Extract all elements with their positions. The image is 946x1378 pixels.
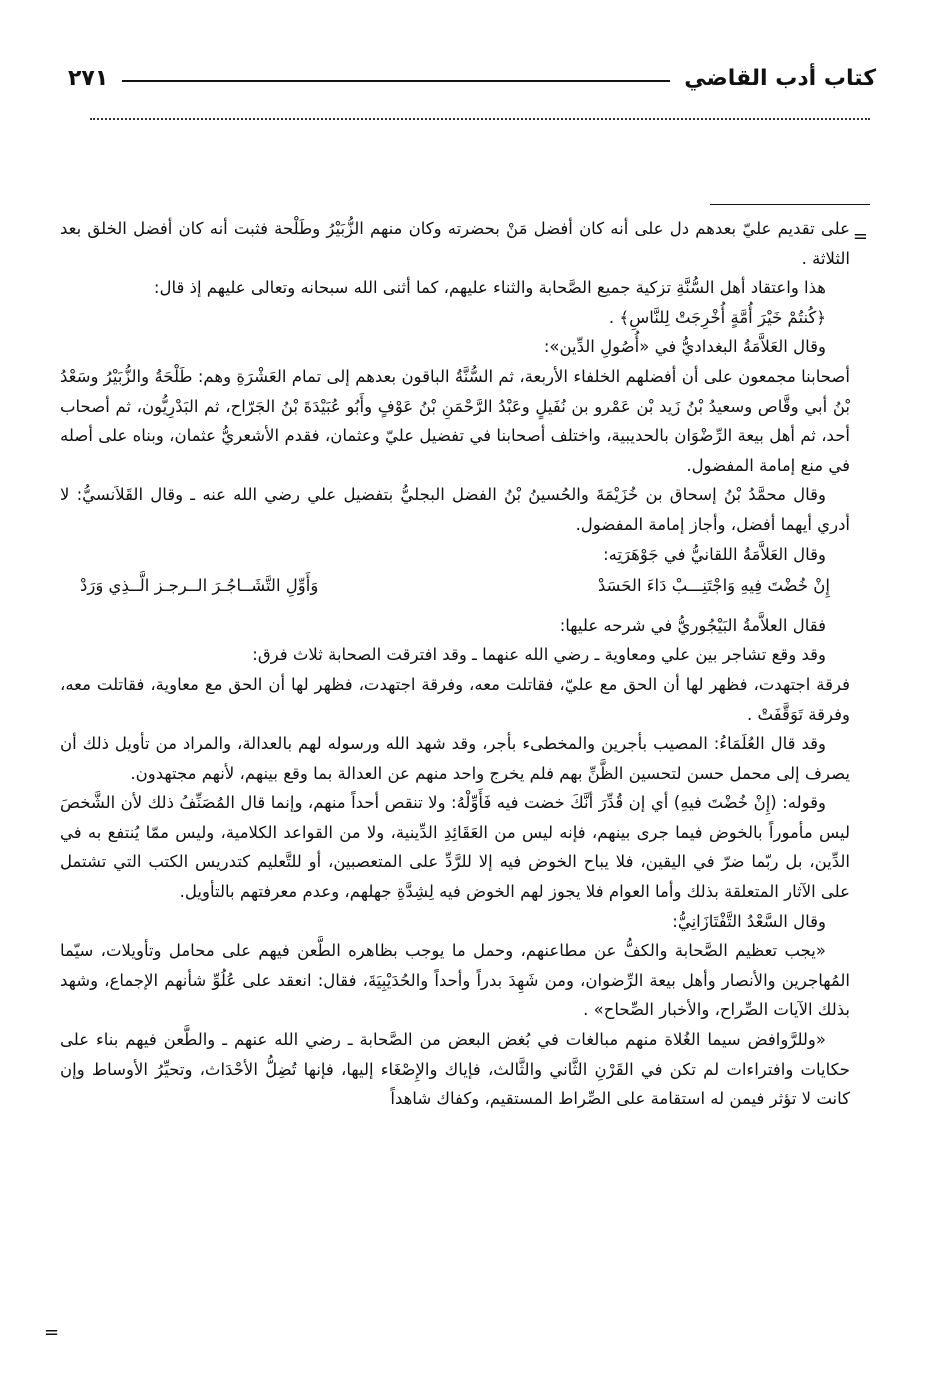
paragraph: وقوله: (إِنْ خُضْتَ فيهِ) أي إن قُدِّرَ أنَّكَ خضت فيه فَأَوِّلْهُ: ولا تنقص أحداً منهم، وإنما قال المُصَنِّفُ ذلك لأن الشَّخصَ ليس مأموراً بالخوض فيما جرى بينهم، فإنه ليس من العَقَائِدِ الدِّينية، ولا من القواعد الكلامية، وليس ممّا يُنتفع به في الدِّين، بل ربّما ضرّ في اليقين، فلا يباح الخوض فيه إلا للرَّدِّ على المتعصبين، أو للتَّعليم كتدريس الكتب التي تشتمل على الآثار المتعلقة بذلك وأما العوام فلا يجوز لهم الخوض فيه لِشِدَّةِ جهلهم، وعدم معرفتهم بالتأويل. xyxy=(60,793,850,902)
dotted-separator xyxy=(90,118,870,120)
paragraph: وقال العَلاَّمَةُ البغداديُّ في «أُصُولِ الدِّين»: xyxy=(543,337,826,357)
paragraph: فقال العلاَّمةُ البَيْجُوريُّ في شرحه عليها: xyxy=(559,615,826,635)
quotation: «يجب تعظيم الصَّحابة والكفُّ عن مطاعنهم، وحمل ما يوجب بظاهره الطَّعن فيهم على محامل وتأويلات، سيّما المُهاجرين والأنصار وأهل بيعة الرِّضوان، ومن شَهِدَ بدراً وأحداً والحُدَيْبِيَةَ، فقال: انعقد على عُلُوِّ شأنهم الإجماع، وشهد بذلك الآيات الصِّراح، والأخبار الصِّحاح» . xyxy=(60,941,850,1020)
footnote-body xyxy=(60,214,850,1114)
quran-verse: ﴿كُنتُمْ خَيْرَ أُمَّةٍ أُخْرِجَتْ لِلنَّاسِ﴾ . xyxy=(608,307,826,327)
paragraph: فرقة اجتهدت، فظهر لها أن الحق مع عليّ، فقاتلت معه، وفرقة اجتهدت، فظهر لها أن الحق مع معاوية، فقاتلت معه، وفرقة تَوَقَّفَتْ . xyxy=(60,674,850,724)
paragraph: على تقديم عليّ بعدهم دل على أنه كان أفضل مَنْ بحضرته وكان منهم الزُّبَيْرُ وطَلْحة فثبت أنه كان أفضل الخلق بعد الثلاثة . xyxy=(60,219,850,268)
footnote-rule xyxy=(710,204,870,205)
poem-verse xyxy=(60,569,850,611)
paragraph: أصحابنا مجمعون على أن أفضلهم الخلفاء الأربعة، ثم السُّنَّةُ الباقون بعدهم إلى تمام العَشْرَةِ وهم: طَلْحَةُ والزُّبَيْرُ وسَعْدُ بْنُ أبي وقَّاص وسعيدُ بْنُ زَيد بْن عَمْرو بن نُفَيلٍ وعَبْدُ الرَّحْمَنِ بْنُ عَوْفٍ وأَبُو عُبَيْدَةَ بْنُ الجَرّاح، ثم البَدْرِيُّون، ثم أصحاب أحد، ثم أهل بيعة الرِّضْوَان بالحديبية، واختلف أصحابنا في تفضيل عليّ وعثمان، فقدم الأشعريُّ عثمان، وبناه على أصله في منع إمامة المفضول. xyxy=(60,366,850,475)
poem-hemistich-right: إِنْ خُضْتَ فِيهِ وَاجْتَنِـــبْ دَاءَ الحَسَدْ xyxy=(597,576,830,596)
page-header xyxy=(68,58,876,98)
continuation-marker-start: = xyxy=(852,226,868,247)
book-title: كتاب أدب القاضي xyxy=(684,65,876,91)
page-number: ٢٧١ xyxy=(68,65,109,91)
paragraph: وقال السَّعْدُ التَّفْتَازَانِيُّ: xyxy=(672,911,826,931)
paragraph: وقال العَلاَّمَةُ اللقانيُّ في جَوْهَرَتِه: xyxy=(603,544,826,564)
paragraph: وقد قال العُلَمَاءُ: المصيب بأجرين والمخطىء بأجر، وقد شهد الله ورسوله لهم بالعدالة، والمراد من تأويل ذلك أن يصرف إلى محمل حسن لتحسين الظَّنِّ بهم فلم يخرج واحد منهم عن العدالة بما وقع بينهم، لأنهم مجتهدون. xyxy=(60,734,850,783)
paragraph: وقد وقع تشاجر بين علي ومعاوية ـ رضي الله عنهما ـ وقد افترقت الصحابة ثلاث فرق: xyxy=(252,645,826,665)
paragraph: وقال محمَّدُ بْنُ إسحاق بن خُزَيْمَةَ والحُسينُ بْنُ الفضل البجليُّ بتفضيل علي رضي الله عنه ـ وقال القَلاَنسيُّ: لا أدري أيهما أفضل، وأجاز إمامة المفضول. xyxy=(60,485,850,534)
quotation: «وللرَّوافض سيما الغُلاة منهم مبالغات في بُغض البعض من الصَّحابة ـ رضي الله عنهم ـ والطَّعن فيهم بناء على حكايات وافتراءات لم تكن في القَرْنِ الثَّاني والثَّالث، فإياك والإِصْغَاء إليها، فإنها تُضِلُّ الأحْدَاث، وتحيِّرُ الأوساط وإن كانت لا تؤثر فيمن له استقامة على الصِّراط المستقيم، وكفاك شاهداً xyxy=(60,1030,850,1109)
continuation-marker-end: = xyxy=(44,1322,60,1343)
paragraph: هذا واعتقاد أهل السُّنَّةِ تزكية جميع الصَّحابة والثناء عليهم، كما أثنى الله سبحانه وتعالى عليهم إذ قال: xyxy=(153,278,826,298)
poem-hemistich-left: وَأَوِّلِ التَّشَــاجُـرَ الــرجـز الَّــذِي وَرَدْ xyxy=(80,576,319,596)
header-rule xyxy=(122,80,670,82)
